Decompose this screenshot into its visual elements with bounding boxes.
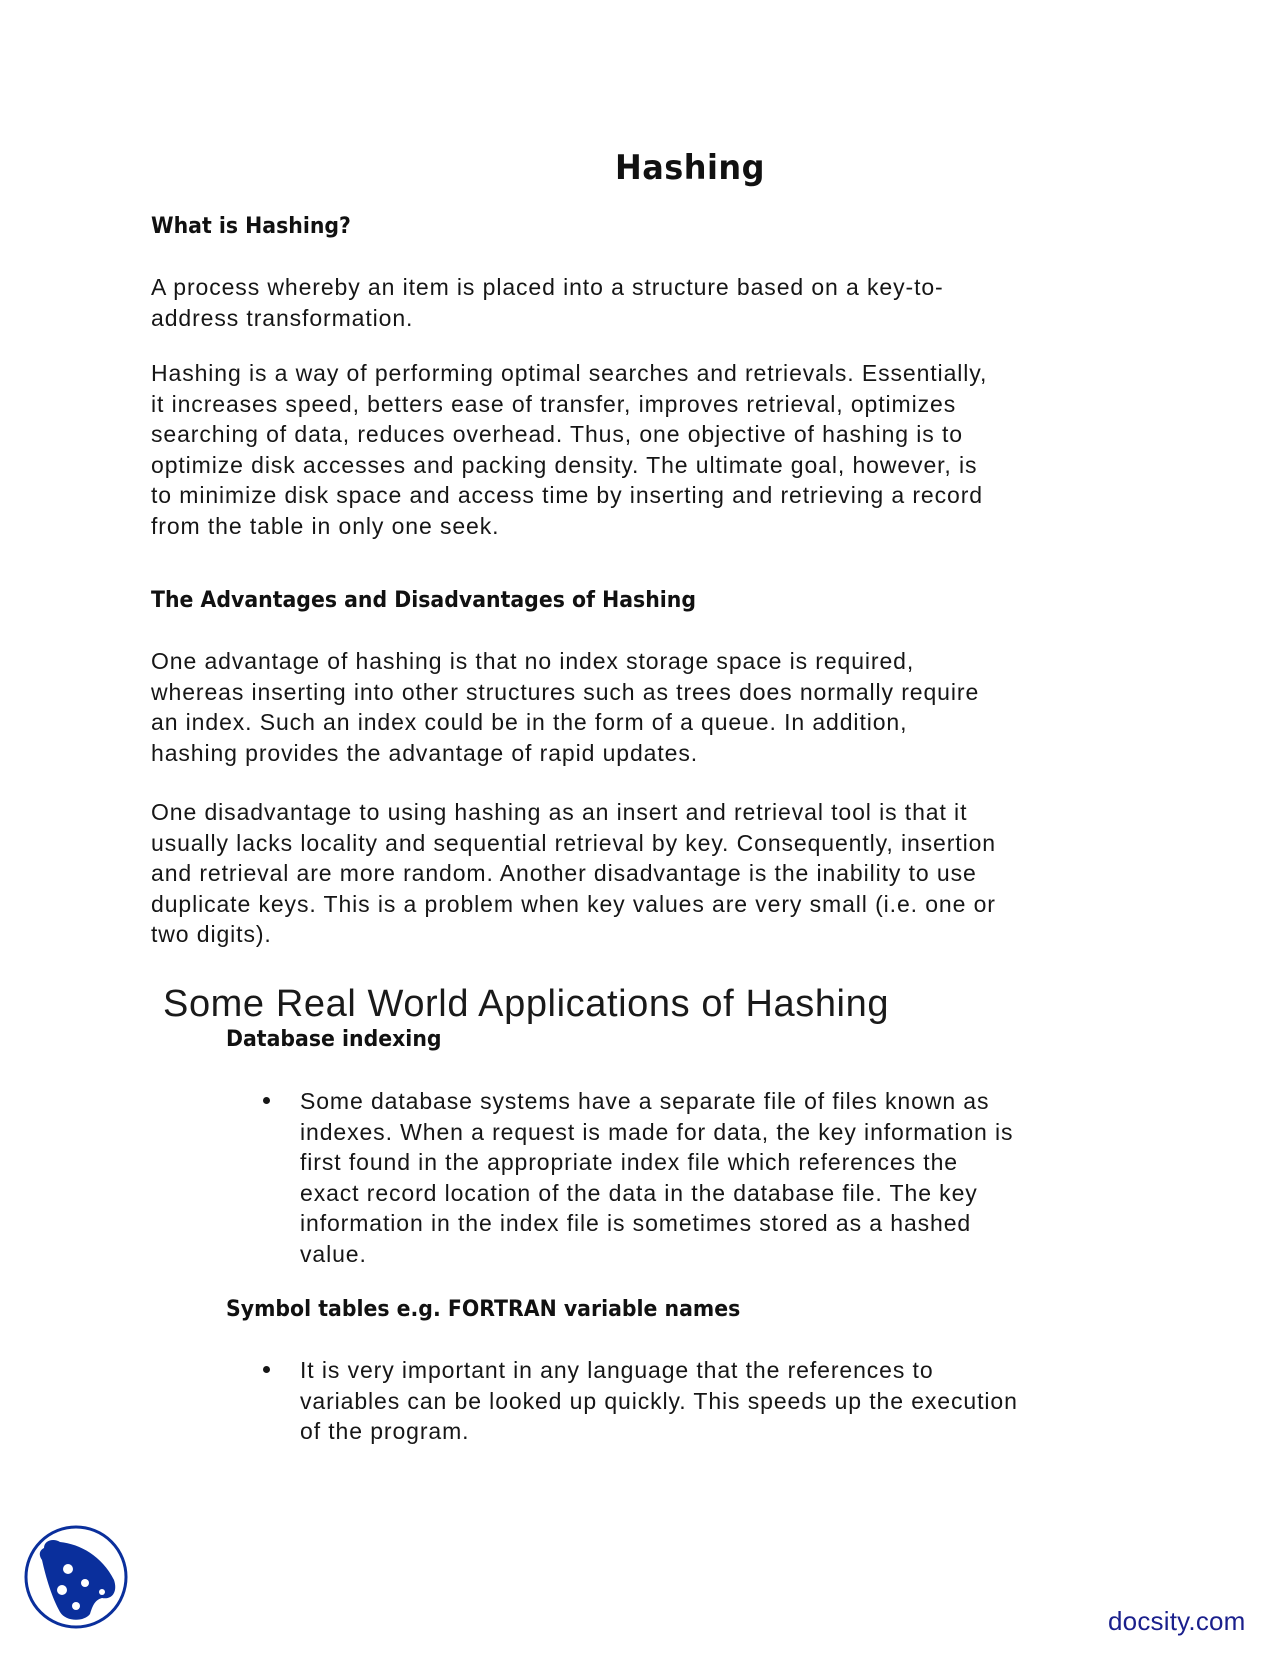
bullet-line: Some database systems have a separate file of files known as (300, 1088, 990, 1114)
paragraph-definition (151, 272, 1151, 333)
paragraph-line: One advantage of hashing is that no index storage space is required, (151, 648, 915, 674)
paragraph-line: A process whereby an item is placed into a structure based on a key-to- (151, 274, 944, 300)
docsity-logo-icon[interactable] (22, 1522, 130, 1630)
bullet-line: It is very important in any language that the references to (300, 1357, 934, 1383)
paragraph-line: address transformation. (151, 304, 414, 331)
bullet-text (300, 1355, 1018, 1447)
bullet-line: indexes. When a request is made for data, the key information is (300, 1118, 1014, 1145)
document-title: Hashing (615, 148, 765, 188)
subheading-database-indexing: Database indexing (226, 1027, 442, 1052)
paragraph-line: searching of data, reduces overhead. Thus, one objective of hashing is to (151, 421, 963, 447)
docsity-link[interactable]: docsity.com (1108, 1606, 1246, 1636)
paragraph-line: hashing provides the advantage of rapid updates. (151, 739, 699, 766)
bullet-line: information in the index file is sometimes stored as a hashed (300, 1210, 972, 1236)
paragraph-line: Hashing is a way of performing optimal searches and retrievals. Essentially, (151, 360, 988, 386)
paragraph-line: from the table in only one seek. (151, 512, 500, 539)
bullet-line: variables can be looked up quickly. This speeds up the execution (300, 1387, 1018, 1414)
paragraph-line: and retrieval are more random. Another disadvantage is the inability to use (151, 860, 977, 886)
bullet-text (300, 1086, 1013, 1269)
subheading-symbol-tables: Symbol tables e.g. FORTRAN variable names (226, 1297, 741, 1322)
bullet-icon (263, 1097, 270, 1104)
applications-heading: Some Real World Applications of Hashing (163, 983, 890, 1025)
paragraph-line: it increases speed, betters ease of transfer, improves retrieval, optimizes (151, 390, 957, 417)
paragraph-line: an index. Such an index could be in the form of a queue. In addition, (151, 709, 908, 735)
bullet-line: first found in the appropriate index file which references the (300, 1149, 958, 1175)
paragraph-line: two digits). (151, 921, 272, 947)
bullet-icon (263, 1366, 270, 1373)
section-heading-what-is-hashing: What is Hashing? (151, 214, 351, 239)
paragraph-advantage (151, 646, 1151, 768)
paragraph-line: to minimize disk space and access time by inserting and retrieving a record (151, 482, 983, 508)
paragraph-line: whereas inserting into other structures such as trees does normally require (151, 678, 980, 705)
paragraph-line: usually lacks locality and sequential retrieval by key. Consequently, insertion (151, 829, 996, 856)
bullet-line: value. (300, 1240, 367, 1267)
bullet-line: exact record location of the data in the database file. The key (300, 1179, 978, 1206)
paragraph-line: duplicate keys. This is a problem when key values are very small (i.e. one or (151, 890, 996, 917)
paragraph-line: One disadvantage to using hashing as an insert and retrieval tool is that it (151, 799, 968, 825)
bullet-line: of the program. (300, 1418, 470, 1444)
paragraph-purpose (151, 358, 1151, 541)
paragraph-disadvantage (151, 797, 1151, 950)
section-heading-advantages: The Advantages and Disadvantages of Hashing (151, 588, 696, 613)
paragraph-line: optimize disk accesses and packing density. The ultimate goal, however, is (151, 451, 978, 478)
